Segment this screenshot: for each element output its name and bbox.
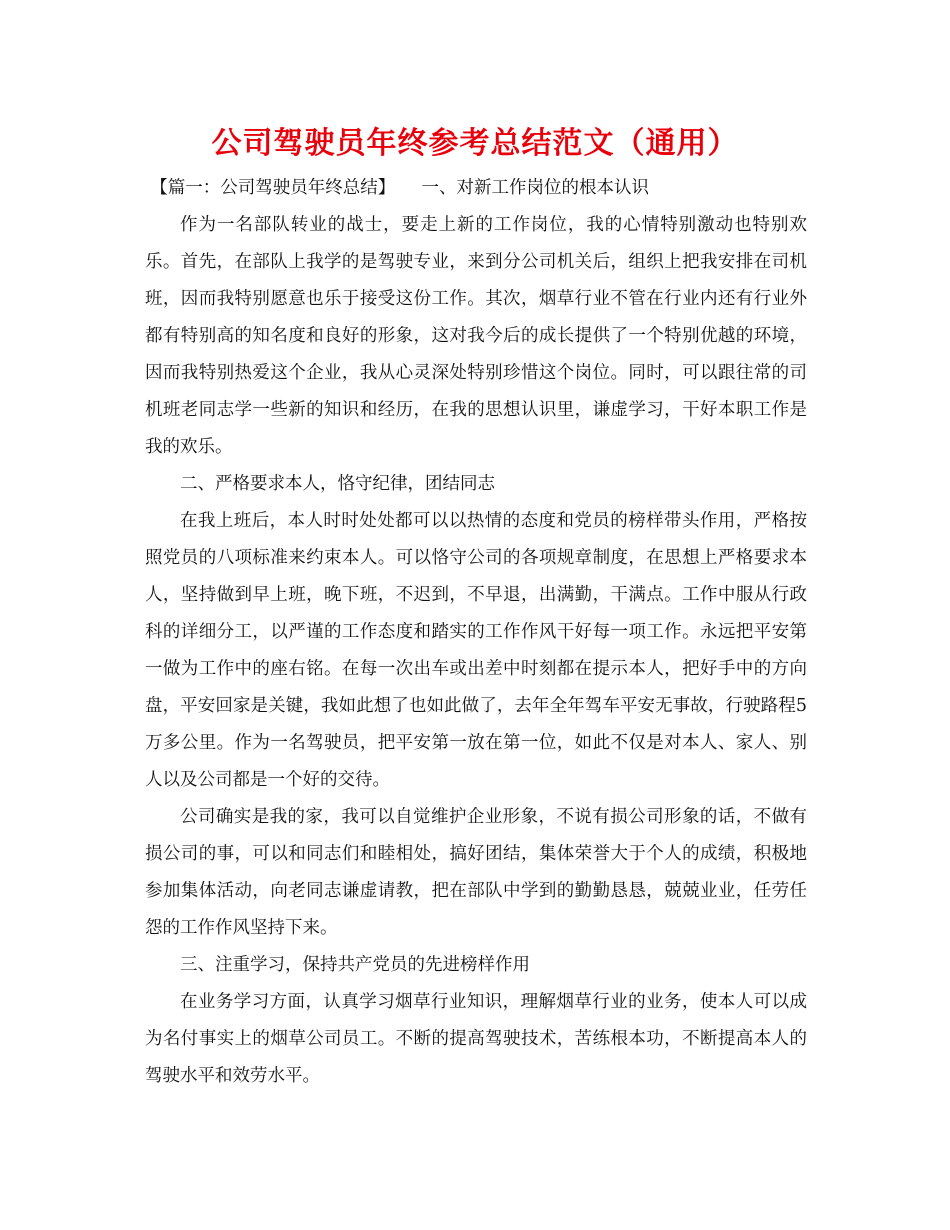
section-header-paragraph: 【篇一：公司驾驶员年终总结】 一、对新工作岗位的根本认识	[150, 178, 649, 198]
body-paragraph: 公司确实是我的家，我可以自觉维护企业形象，不说有损公司形象的话，不做有损公司的事，可以和同志们和睦相处，搞好团结，集体荣誉大于个人的成绩，积极地参加集体活动，向老同志谦虚请教，把在部队中学到的勤勤恳恳，兢兢业业，任劳任怨的工作作风坚持下来。	[145, 807, 807, 938]
body-paragraph: 作为一名部队转业的战士，要走上新的工作岗位，我的心情特别激动也特别欢乐。首先，在部队上我学的是驾驶专业，来到分公司机关后，组织上把我安排在司机班，因而我特别愿意也乐于接受这份工作。其次，烟草行业不管在行业内还有行业外都有特别高的知名度和良好的形象，这对我今后的成长提供了一个特别优越的环境，因而我特别热爱这个企业，我从心灵深处特别珍惜这个岗位。同时，可以跟往常的司机班老同志学一些新的知识和经历，在我的思想认识里，谦虚学习，干好本职工作是我的欢乐。	[145, 215, 807, 457]
section-heading: 二、严格要求本人，恪守纪律，团结同志	[180, 474, 495, 494]
document-body	[145, 170, 807, 1095]
body-paragraph: 在我上班后，本人时时处处都可以以热情的态度和党员的榜样带头作用，严格按照党员的八项标准来约束本人。可以恪守公司的各项规章制度，在思想上严格要求本人，坚持做到早上班，晚下班，不迟到，不早退，出满勤，干满点。工作中服从行政科的详细分工，以严谨的工作态度和踏实的工作作风干好每一项工作。永远把平安第一做为工作中的座右铭。在每一次出车或出差中时刻都在提示本人，把好手中的方向盘，平安回家是关键，我如此想了也如此做了，去年全年驾车平安无事故，行驶路程5万多公里。作为一名驾驶员，把平安第一放在第一位，如此不仅是对本人、家人、别人以及公司都是一个好的交待。	[145, 511, 807, 790]
section-heading: 三、注重学习，保持共产党员的先进榜样作用	[180, 955, 530, 975]
document-title: 公司驾驶员年终参考总结范文（通用）	[211, 126, 739, 161]
body-paragraph: 在业务学习方面，认真学习烟草行业知识，理解烟草行业的业务，使本人可以成为名付事实上的烟草公司员工。不断的提高驾驶技术，苦练根本功，不断提高本人的驾驶水平和效劳水平。	[145, 992, 807, 1086]
